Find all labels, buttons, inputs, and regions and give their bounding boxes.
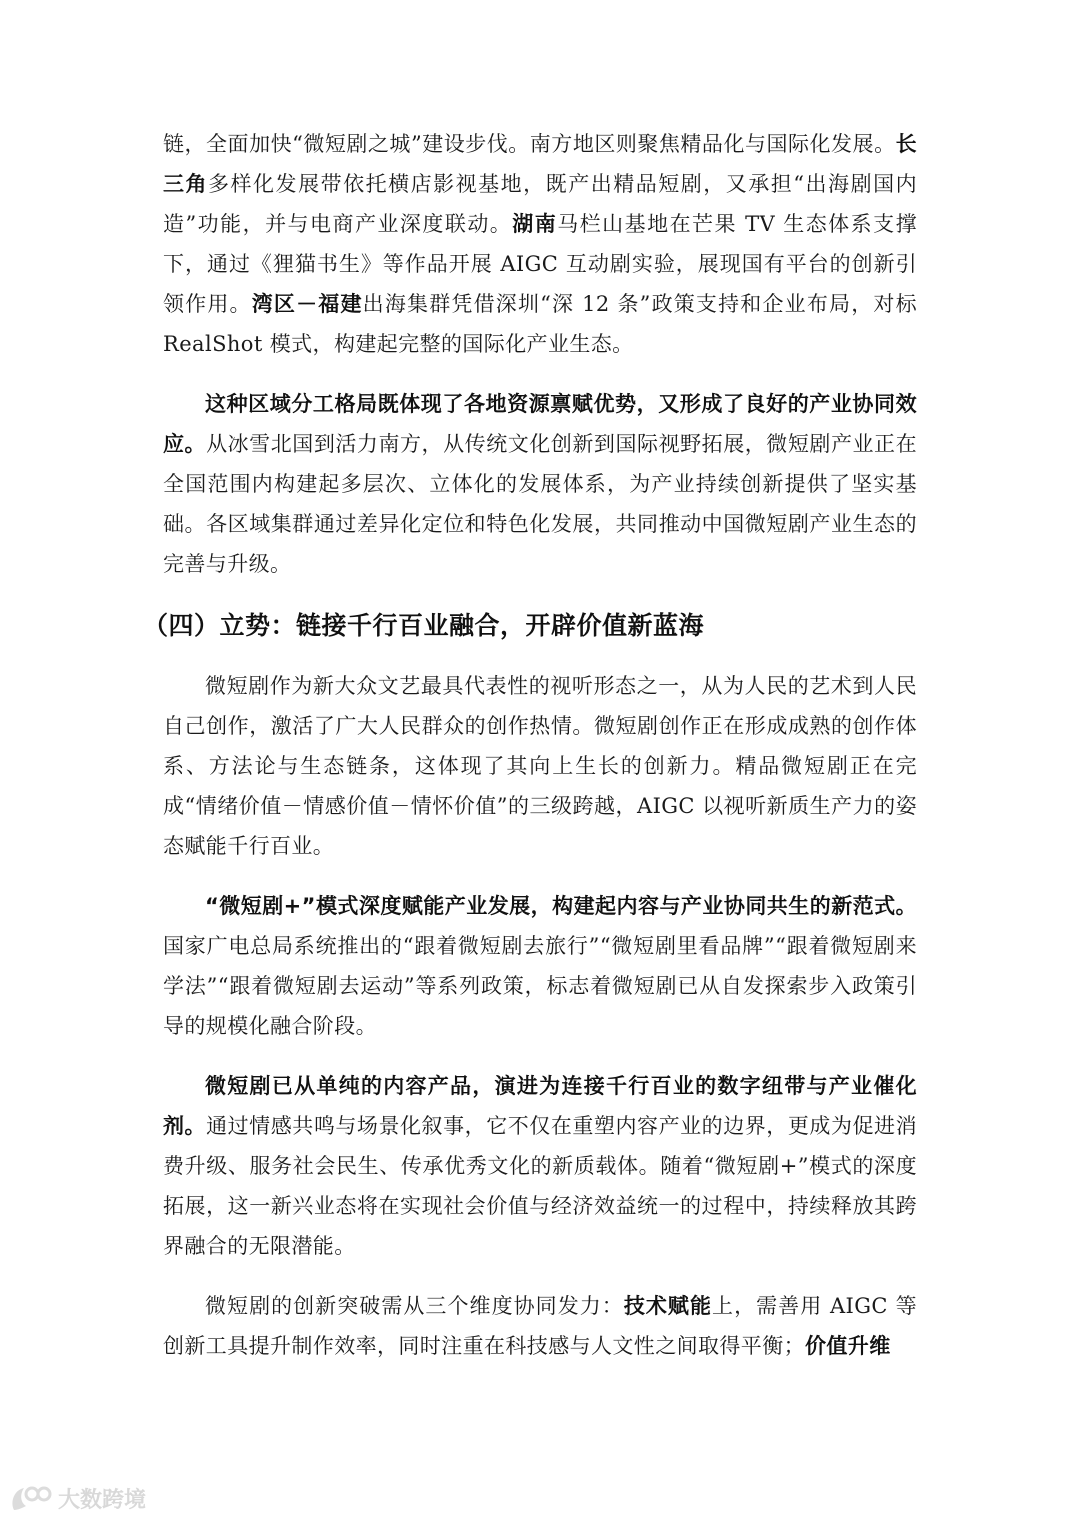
brand-logo-icon <box>8 1480 52 1516</box>
text-run: 多样化发展带依托横店影视基地，既产出精品短剧，又承担“出海剧国内造”功能，并与电商产业深度联动。 <box>163 172 917 236</box>
text-run: 通过情感共鸣与场景化叙事，它不仅在重塑内容产业的边界，更成为促进消费升级、服务社会民生、传承优秀文化的新质载体。随着“微短剧+”模式的深度拓展，这一新兴业态将在实现社会价值与经济效益统一的过程中，持续释放其跨界融合的无限潜能。 <box>163 1114 917 1258</box>
bold-run: 湖南 <box>512 212 558 236</box>
paragraph-p4 <box>163 886 917 1046</box>
bold-run: 长三角 <box>163 132 917 196</box>
paragraph-p1 <box>163 124 917 364</box>
section-heading: （四）立势：链接千行百业融合，开辟价值新蓝海 <box>143 611 705 640</box>
text-run: 上，需善用 AIGC 等创新工具提升制作效率，同时注重在科技感与人文性之间取得平衡； <box>163 1294 917 1358</box>
bold-run: 微短剧已从单纯的内容产品，演进为连接千行百业的数字纽带与产业催化剂。 <box>163 1074 917 1138</box>
text-run: 马栏山基地在芒果 TV 生态体系支撑下，通过《狸猫书生》等作品开展 AIGC 互动剧实验，展现国有平台的创新引领作用。 <box>163 212 917 316</box>
bold-run: 技术赋能 <box>623 1294 713 1318</box>
paragraph-p2 <box>163 384 917 584</box>
watermark <box>8 1480 146 1516</box>
bold-run: 湾区－福建 <box>251 292 363 316</box>
text-run: 链，全面加快“微短剧之城”建设步伐。南方地区则聚焦精品化与国际化发展。 <box>163 132 896 156</box>
watermark-text: 大数跨境 <box>58 1487 147 1513</box>
bold-run: “微短剧+”模式深度赋能产业发展，构建起内容与产业协同共生的新范式。 <box>205 894 917 918</box>
text-run: 微短剧作为新大众文艺最具代表性的视听形态之一，从为人民的艺术到人民自己创作，激活了广大人民群众的创作热情。微短剧创作正在形成成熟的创作体系、方法论与生态链条，这体现了其向上生长的创新力。精品微短剧正在完成“情绪价值－情感价值－情怀价值”的三级跨越，AIGC 以视听新质生产力的姿态赋能千行百业。 <box>163 674 917 858</box>
text-run: 微短剧的创新突破需从三个维度协同发力： <box>205 1294 624 1318</box>
paragraph-p5 <box>163 1066 917 1266</box>
text-run: 出海集群凭借深圳“深 12 条”政策支持和企业布局，对标 RealShot 模式，构建起完整的国际化产业生态。 <box>163 292 917 356</box>
page-content <box>143 124 917 1386</box>
paragraph-p6 <box>163 1286 917 1366</box>
text-run: 从冰雪北国到活力南方，从传统文化创新到国际视野拓展，微短剧产业正在全国范围内构建起多层次、立体化的发展体系，为产业持续创新提供了坚实基础。各区域集群通过差异化定位和特色化发展，共同推动中国微短剧产业生态的完善与升级。 <box>163 432 917 576</box>
paragraph-group-top <box>163 124 917 584</box>
paragraph-group-bottom <box>163 666 917 1366</box>
bold-run: 价值升维 <box>805 1334 891 1358</box>
text-run: 国家广电总局系统推出的“跟着微短剧去旅行”“微短剧里看品牌”“跟着微短剧来学法”“跟着微短剧去运动”等系列政策，标志着微短剧已从自发探索步入政策引导的规模化融合阶段。 <box>163 934 917 1038</box>
paragraph-p3 <box>163 666 917 866</box>
bold-run: 这种区域分工格局既体现了各地资源禀赋优势，又形成了良好的产业协同效应。 <box>163 392 917 456</box>
